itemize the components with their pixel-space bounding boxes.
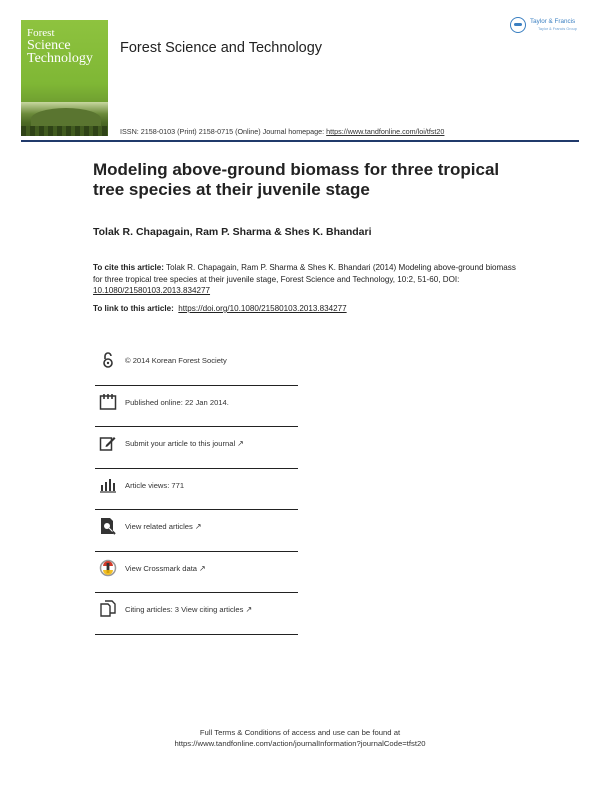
- journal-cover: [21, 20, 108, 136]
- cover-photo: [21, 102, 108, 136]
- header-divider: [21, 140, 579, 142]
- external-link-icon: ↗: [199, 563, 206, 573]
- article-info-list: [95, 344, 298, 635]
- journal-name: Forest Science and Technology: [120, 40, 323, 56]
- article-link-line: [93, 304, 347, 313]
- external-link-icon: ↗: [237, 439, 244, 448]
- publisher-name: Taylor & Francis: [530, 18, 576, 25]
- citing-articles-label: Citing articles: 3 View citing articles: [125, 605, 244, 614]
- article-title: Modeling above-ground biomass for three tropical tree species at their juvenile stage: [93, 160, 500, 199]
- publisher-logo-icon: [510, 17, 526, 33]
- published-date-text: Published online: 22 Jan 2014.: [125, 397, 229, 407]
- citation-block: [93, 262, 523, 297]
- copyright-text: © 2014 Korean Forest Society: [125, 356, 227, 365]
- footer-terms-link[interactable]: https://www.tandfonline.com/action/journalInformation?journalCode=tfst20: [174, 739, 426, 748]
- issn-text: ISSN: 2158-0103 (Print) 2158-0715 (Online) Journal homepage:: [120, 127, 327, 136]
- citing-articles-icon: [99, 600, 117, 618]
- journal-homepage-link[interactable]: https://www.tandfonline.com/loi/tfst20: [326, 127, 445, 136]
- crossmark-icon: [99, 559, 117, 577]
- open-access-icon: [99, 351, 117, 369]
- related-articles-link[interactable]: [125, 522, 202, 531]
- footer-line1: Full Terms & Conditions of access and use can be found at: [199, 728, 401, 737]
- info-row-citing[interactable]: [95, 593, 298, 635]
- submit-article-label: Submit your article to this journal: [125, 439, 236, 448]
- publisher-logo: [510, 17, 582, 35]
- article-views-text: Article views: 771: [125, 480, 185, 490]
- article-link-url[interactable]: https://doi.org/10.1080/21580103.2013.834277: [178, 304, 347, 313]
- cover-photo-trees: [21, 126, 108, 136]
- external-link-icon: ↗: [194, 522, 202, 531]
- crossmark-link[interactable]: [125, 564, 206, 573]
- search-document-icon: [99, 517, 117, 535]
- cover-title-line2: Science: [27, 38, 71, 53]
- cover-title: [27, 28, 107, 65]
- related-articles-label: View related articles: [125, 522, 193, 531]
- edit-icon: [99, 434, 117, 452]
- publisher-subname: Taylor & Francis Group: [538, 27, 577, 31]
- cover-title-line3: Technology: [27, 51, 93, 66]
- cover-title-line1: Forest: [27, 27, 55, 39]
- calendar-icon: [99, 393, 117, 411]
- bar-chart-icon: [99, 476, 117, 494]
- info-row-crossmark[interactable]: [95, 552, 298, 594]
- info-row-copyright: [95, 344, 298, 386]
- citation-text: Tolak R. Chapagain, Ram P. Sharma & Shes K. Bhandari (2014) Modeling above-ground biomass for three tropical tree species at their juvenile stage, Forest Science and Technology, 10:2, 51-60, DOI:: [93, 263, 516, 284]
- submit-article-link[interactable]: [125, 439, 244, 448]
- footer: [0, 727, 600, 749]
- article-link-label: To link to this article:: [93, 304, 174, 313]
- citing-articles-link[interactable]: [125, 605, 252, 614]
- crossmark-label: View Crossmark data: [125, 563, 198, 573]
- citation-label: To cite this article:: [93, 263, 164, 272]
- info-row-related[interactable]: [95, 510, 298, 552]
- info-row-published: [95, 386, 298, 428]
- article-authors: Tolak R. Chapagain, Ram P. Sharma & Shes K. Bhandari: [93, 226, 372, 238]
- citation-doi-link[interactable]: 10.1080/21580103.2013.834277: [93, 286, 211, 295]
- info-row-submit[interactable]: [95, 427, 298, 469]
- external-link-icon: ↗: [245, 605, 253, 614]
- info-row-views: [95, 469, 298, 511]
- issn-line: [120, 127, 444, 136]
